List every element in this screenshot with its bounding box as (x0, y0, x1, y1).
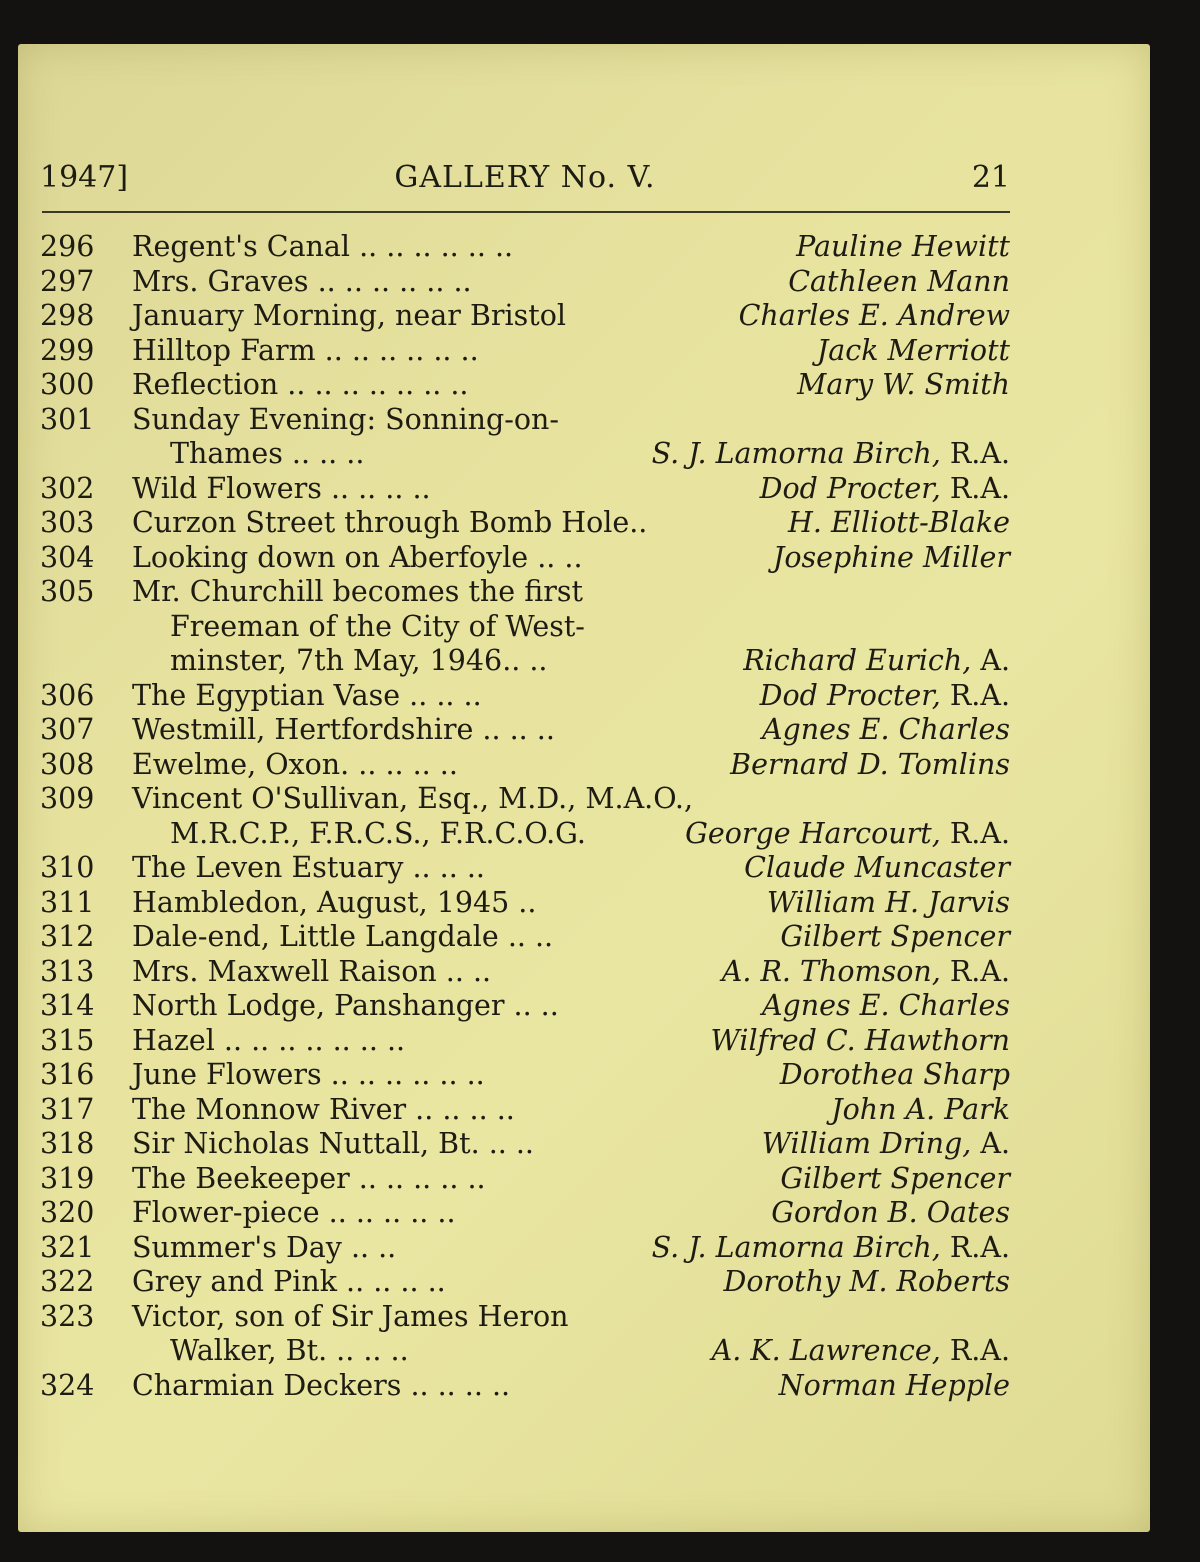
header-year: 1947] (40, 160, 129, 195)
artist-name-text: A. K. Lawrence, (711, 1334, 941, 1367)
catalogue-number: 312 (40, 920, 95, 953)
artist-name (773, 541, 1010, 576)
entry-line (40, 817, 1010, 852)
entry-line (40, 1058, 1010, 1093)
entry-line (40, 748, 1010, 783)
entry-line (40, 1196, 1010, 1231)
entry-line (40, 1093, 1010, 1128)
artist-name (788, 506, 1010, 541)
header-rule (42, 211, 1010, 213)
work-title: Wild Flowers .. .. .. .. (132, 471, 431, 505)
artist-name (796, 230, 1010, 265)
work-title: June Flowers .. .. .. .. .. .. (132, 1058, 485, 1091)
entry-line (40, 920, 1010, 955)
entry-line (40, 403, 1010, 438)
catalogue-number: 297 (40, 264, 95, 298)
artist-name (760, 679, 1010, 714)
work-title: Vincent O'Sullivan, Esq., M.D., M.A.O., (132, 782, 694, 815)
artist-name-text: Gordon B. Oates (771, 1196, 1010, 1229)
artist-name-text: Claude Muncaster (744, 851, 1010, 884)
academy-suffix: A. (971, 1127, 1010, 1160)
entry-line (40, 679, 1010, 714)
work-title: Walker, Bt. .. .. .. (170, 1334, 409, 1367)
artist-name (771, 1196, 1010, 1231)
academy-suffix: R.A. (940, 954, 1010, 988)
artist-name-text: Bernard D. Tomlins (730, 747, 1010, 781)
work-title: minster, 7th May, 1946.. .. (170, 644, 548, 677)
work-title: Freeman of the City of West- (170, 609, 585, 643)
artist-name (685, 817, 1010, 852)
artist-name-text: A. R. Thomson, (721, 954, 941, 988)
entry-line (40, 1369, 1010, 1404)
work-title: Mrs. Graves .. .. .. .. .. .. (132, 264, 472, 298)
catalogue-number: 303 (40, 506, 95, 539)
work-title: The Leven Estuary .. .. .. (132, 851, 485, 884)
artist-name-text: Pauline Hewitt (796, 230, 1010, 263)
catalogue-number: 309 (40, 782, 95, 815)
entry-line (40, 1334, 1010, 1369)
academy-suffix: A. (971, 644, 1010, 677)
artist-name-text: Gilbert Spencer (780, 1161, 1010, 1195)
catalogue-number: 306 (40, 678, 95, 712)
artist-name (712, 1334, 1010, 1369)
entry-line (40, 610, 1010, 645)
work-title: Hazel .. .. .. .. .. .. .. (132, 1023, 406, 1057)
work-title: Charmian Deckers .. .. .. .. (132, 1368, 511, 1402)
page-header (40, 160, 1010, 200)
artist-name (788, 265, 1010, 300)
artist-name (762, 1127, 1010, 1162)
work-title: Thames .. .. .. (170, 437, 365, 470)
artist-name (739, 299, 1010, 334)
artist-name (779, 1369, 1010, 1404)
entry-line (40, 541, 1010, 576)
work-title: Dale-end, Little Langdale .. .. (132, 920, 554, 953)
artist-name (652, 437, 1010, 472)
gallery-title: GALLERY No. V. (394, 160, 656, 195)
entry-line (40, 230, 1010, 265)
academy-suffix: R.A. (940, 1334, 1010, 1367)
entry-line (40, 1127, 1010, 1162)
artist-name (711, 1024, 1010, 1059)
catalogue-number: 319 (40, 1161, 95, 1195)
entry-line (40, 782, 1010, 817)
artist-name-text: Wilfred C. Hawthorn (710, 1023, 1010, 1057)
entry-line (40, 989, 1010, 1024)
catalogue-number: 300 (40, 368, 95, 401)
catalogue-number: 320 (40, 1196, 95, 1229)
catalogue-number: 318 (40, 1127, 95, 1160)
catalogue-number: 310 (40, 851, 95, 884)
catalogue-number: 301 (40, 402, 95, 436)
artist-name-text: William Dring, (761, 1127, 972, 1160)
entry-line (40, 1024, 1010, 1059)
work-title: Hambledon, August, 1945 .. (132, 885, 537, 919)
work-title: Hilltop Farm .. .. .. .. .. .. (132, 333, 479, 367)
catalogue-number: 305 (40, 575, 95, 608)
entry-line (40, 265, 1010, 300)
work-title: Mrs. Maxwell Raison .. .. (132, 954, 492, 988)
artist-name (780, 920, 1010, 955)
academy-suffix: R.A. (940, 471, 1010, 505)
artist-name (722, 955, 1010, 990)
artist-name (652, 1231, 1010, 1266)
page-number: 21 (971, 160, 1010, 195)
work-title: Sir Nicholas Nuttall, Bt. .. .. (132, 1127, 534, 1160)
entry-line (40, 472, 1010, 507)
catalogue-number: 315 (40, 1023, 95, 1057)
work-title: Sunday Evening: Sonning-on- (132, 402, 560, 436)
catalogue-number: 324 (40, 1368, 95, 1402)
entry-line (40, 851, 1010, 886)
catalogue-number: 323 (40, 1299, 95, 1333)
work-title: Looking down on Aberfoyle .. .. (132, 540, 583, 574)
catalogue-number: 299 (40, 333, 95, 367)
artist-name-text: Dorothea Sharp (779, 1058, 1010, 1091)
artist-name-text: Richard Eurich, (743, 644, 972, 677)
catalogue-number: 311 (40, 885, 95, 919)
entry-line (40, 1300, 1010, 1335)
catalogue-number: 322 (40, 1265, 95, 1298)
artist-name-text: George Harcourt, (685, 816, 941, 850)
entry-line (40, 334, 1010, 369)
entry-line (40, 299, 1010, 334)
work-title: Grey and Pink .. .. .. .. (132, 1265, 446, 1298)
artist-name-text: S. J. Lamorna Birch, (651, 1230, 941, 1264)
work-title: The Egyptian Vase .. .. .. (132, 678, 482, 712)
catalogue-number: 302 (40, 471, 95, 505)
academy-suffix: R.A. (940, 437, 1010, 470)
artist-name (730, 748, 1010, 783)
artist-name (831, 1093, 1010, 1128)
artist-name-text: Norman Hepple (778, 1368, 1010, 1402)
artist-name-text: Gilbert Spencer (780, 920, 1010, 953)
artist-name-text: Dod Procter, (759, 471, 941, 505)
entry-line (40, 955, 1010, 990)
artist-name-text: Jack Merriott (816, 333, 1010, 367)
work-title: Summer's Day .. .. (132, 1230, 397, 1264)
artist-name (797, 368, 1010, 403)
academy-suffix: R.A. (940, 816, 1010, 850)
artist-name-text: S. J. Lamorna Birch, (651, 437, 941, 470)
artist-name (780, 1162, 1010, 1197)
artist-name (762, 713, 1010, 748)
entry-line (40, 368, 1010, 403)
artist-name (762, 989, 1010, 1024)
artist-name-text: Mary W. Smith (797, 368, 1010, 401)
work-title: The Monnow River .. .. .. .. (132, 1092, 515, 1126)
artist-name-text: Cathleen Mann (788, 264, 1010, 298)
entry-line (40, 437, 1010, 472)
artist-name-text: Agnes E. Charles (761, 713, 1010, 746)
work-title: January Morning, near Bristol (132, 299, 566, 332)
entry-line (40, 713, 1010, 748)
artist-name-text: William H. Jarvis (766, 885, 1010, 919)
work-title: North Lodge, Panshanger .. .. (132, 989, 559, 1022)
work-title: Westmill, Hertfordshire .. .. .. (132, 713, 555, 746)
entry-line (40, 644, 1010, 679)
work-title: Regent's Canal .. .. .. .. .. .. (132, 230, 514, 263)
artist-name (817, 334, 1010, 369)
artist-name-text: John A. Park (831, 1092, 1010, 1126)
catalogue-number: 314 (40, 989, 95, 1022)
artist-name (743, 644, 1010, 679)
catalogue-number: 296 (40, 230, 95, 263)
artist-name-text: Charles E. Andrew (738, 299, 1010, 332)
work-title: Curzon Street through Bomb Hole.. (132, 506, 648, 539)
catalogue-number: 307 (40, 713, 95, 746)
catalogue-number: 321 (40, 1230, 95, 1264)
entry-line (40, 1265, 1010, 1300)
catalogue-number: 313 (40, 954, 95, 988)
entry-line (40, 575, 1010, 610)
artist-name (744, 851, 1010, 886)
work-title: Flower-piece .. .. .. .. .. (132, 1196, 456, 1229)
work-title: The Beekeeper .. .. .. .. .. (132, 1161, 486, 1195)
artist-name (760, 472, 1010, 507)
artist-name-text: H. Elliott-Blake (787, 506, 1010, 539)
artist-name-text: Josephine Miller (772, 540, 1010, 574)
entry-line (40, 1231, 1010, 1266)
work-title: Victor, son of Sir James Heron (132, 1299, 569, 1333)
catalogue-number: 316 (40, 1058, 95, 1091)
artist-name-text: Agnes E. Charles (761, 989, 1010, 1022)
work-title: Ewelme, Oxon. .. .. .. .. (132, 747, 458, 781)
entry-line (40, 506, 1010, 541)
work-title: M.R.C.P., F.R.C.S., F.R.C.O.G. (170, 816, 586, 850)
entry-line (40, 886, 1010, 921)
academy-suffix: R.A. (940, 678, 1010, 712)
artist-name-text: Dod Procter, (759, 678, 941, 712)
work-title: Reflection .. .. .. .. .. .. .. (132, 368, 469, 401)
entry-line (40, 1162, 1010, 1197)
catalogue-number: 308 (40, 747, 95, 781)
catalogue-number: 298 (40, 299, 95, 332)
artist-name-text: Dorothy M. Roberts (723, 1265, 1010, 1298)
catalogue-number: 317 (40, 1092, 95, 1126)
academy-suffix: R.A. (940, 1230, 1010, 1264)
work-title: Mr. Churchill becomes the first (132, 575, 583, 608)
artist-name (767, 886, 1010, 921)
artist-name (724, 1265, 1011, 1300)
artist-name (780, 1058, 1010, 1093)
catalogue-number: 304 (40, 540, 95, 574)
catalogue-entries (40, 230, 1010, 1403)
